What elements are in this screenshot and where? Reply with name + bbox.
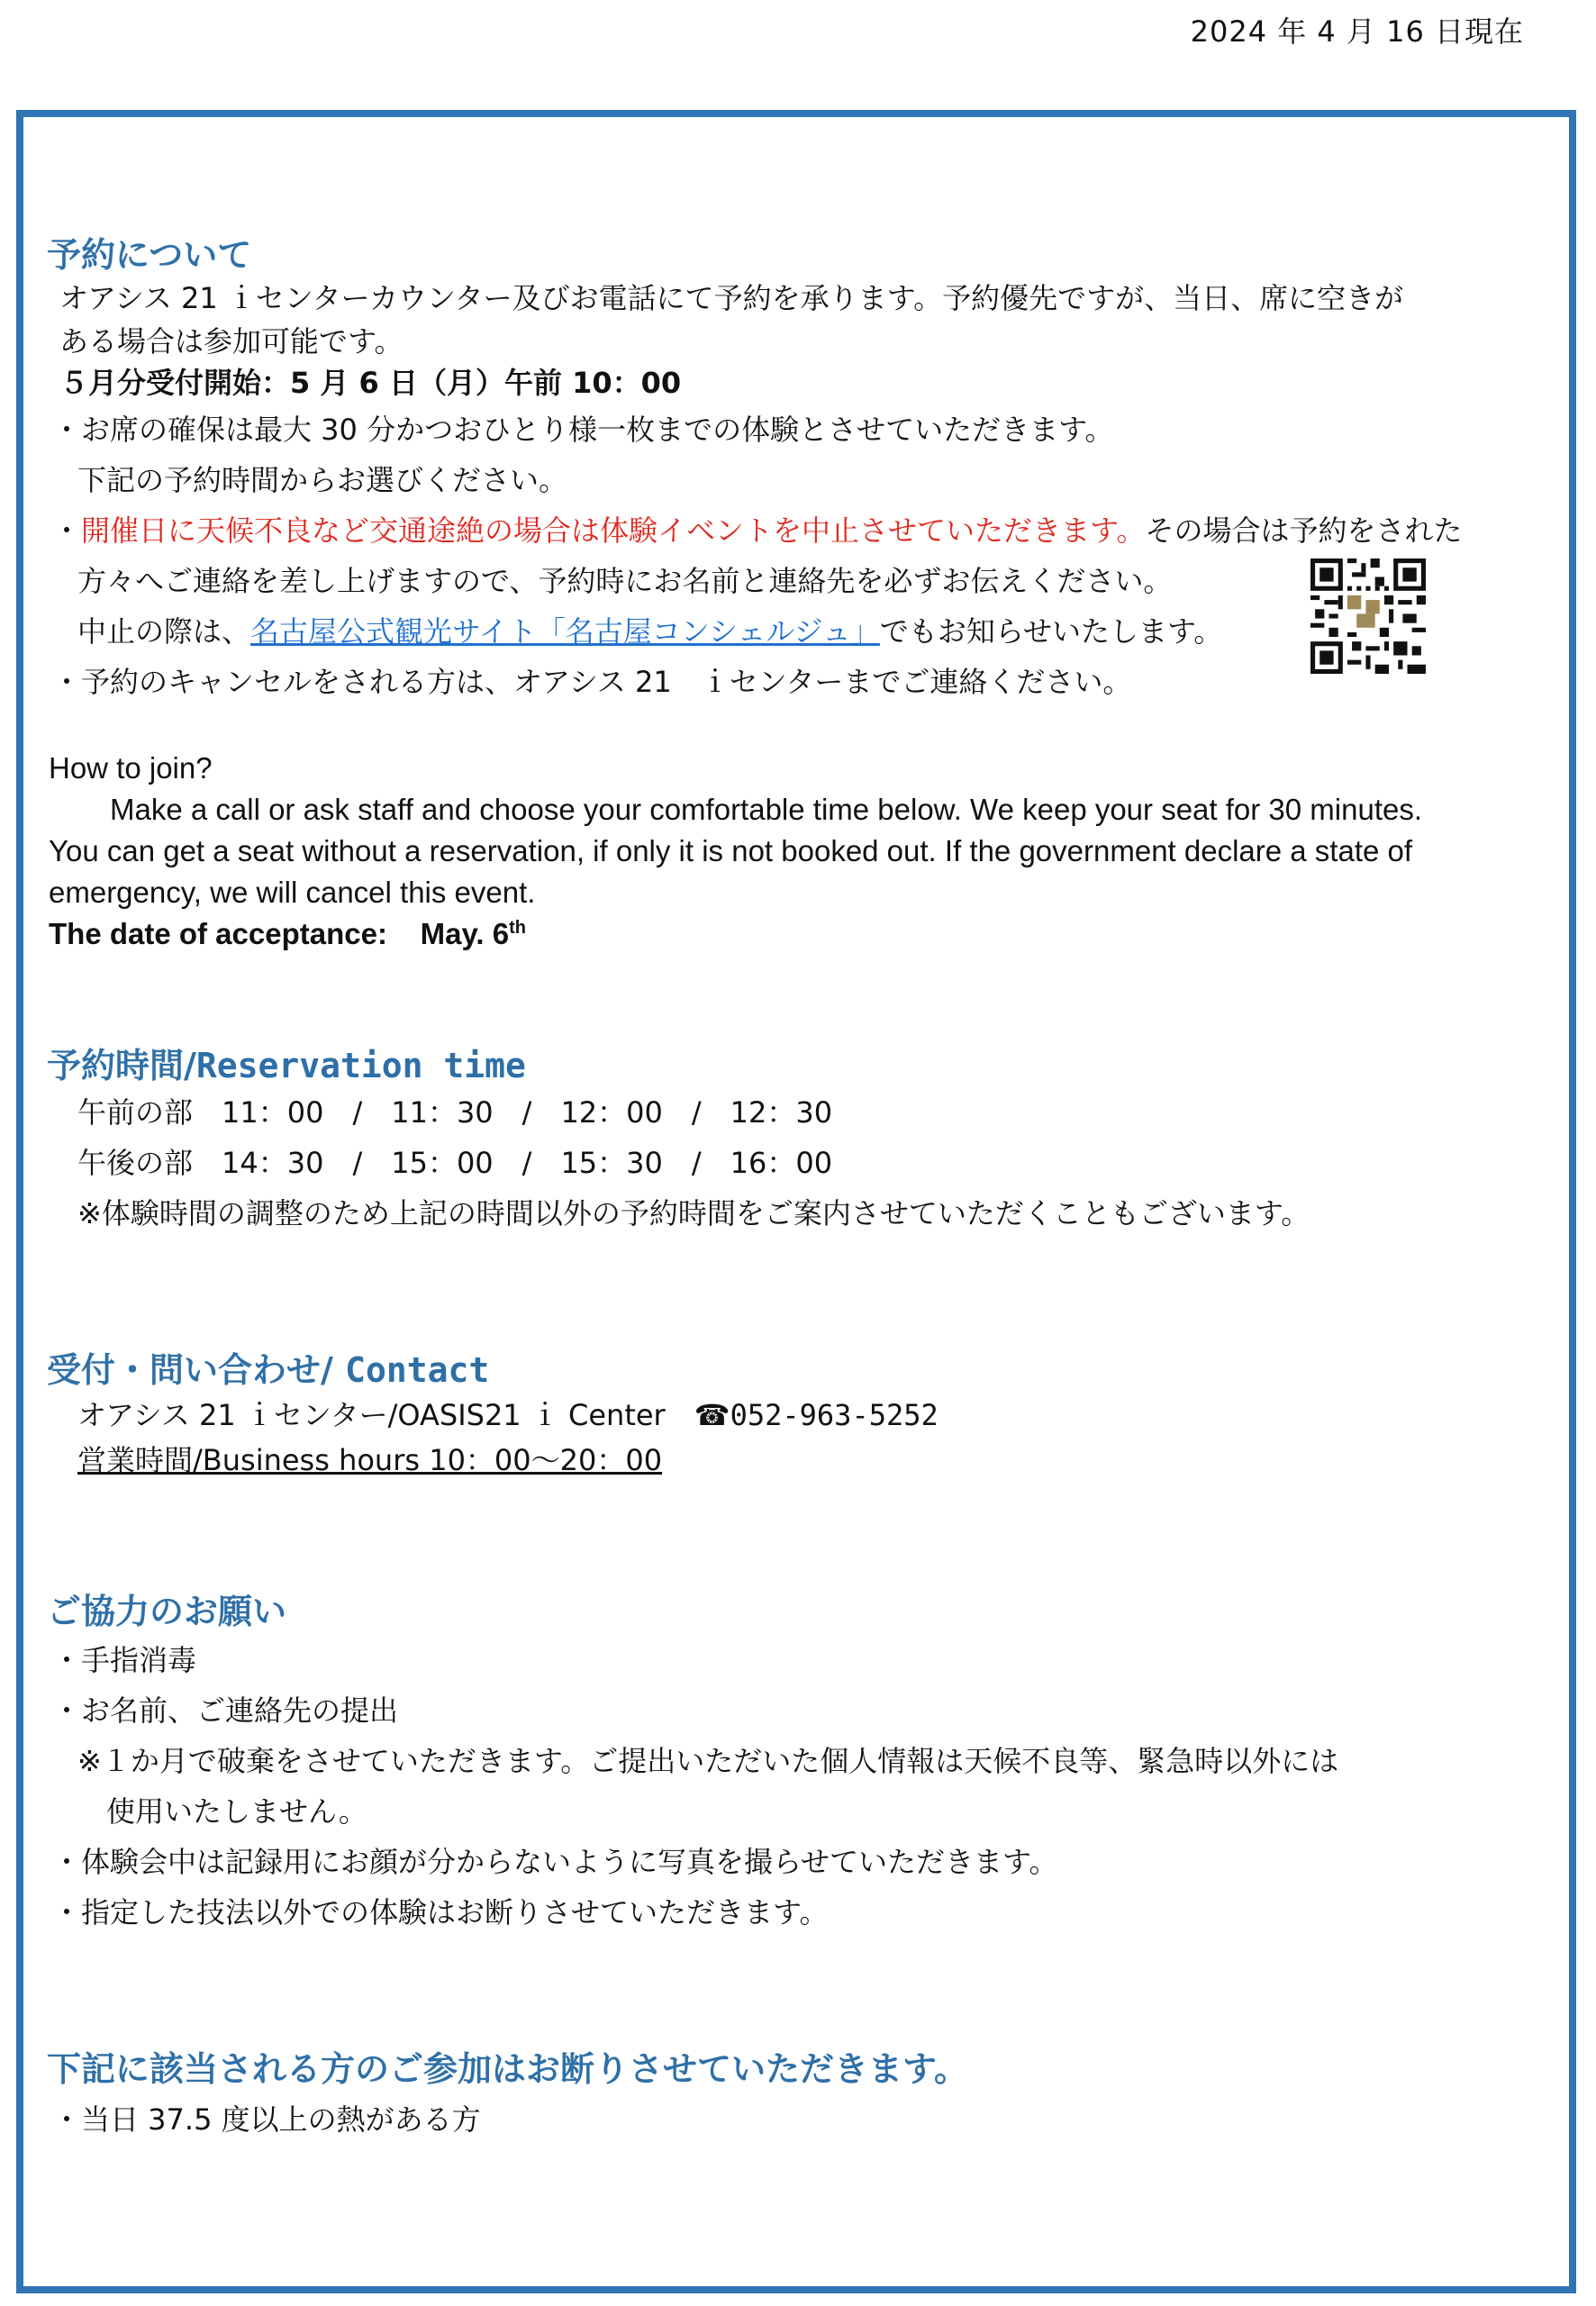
notice-prefix: 中止の際は、 — [77, 614, 251, 649]
english-line2: You can get a seat without a reservation, if only it is not booked out. If the government declare a state of — [49, 834, 1413, 867]
english-line1: Make a call or ask staff and choose your comfortable time below. We keep your seat for 30 minutes. — [110, 793, 1423, 826]
reservation-heading: 予約について — [47, 235, 252, 275]
contact-heading — [47, 1342, 489, 1392]
bullet-seat-limit: ・お席の確保は最大 30 分かつおひとり様一枚までの体験とさせていただきます。 — [52, 413, 1114, 447]
acceptance-date-line — [49, 917, 526, 951]
phone-icon: ☎ — [694, 1398, 730, 1432]
cooperation-item-contact: ・お名前、ご連絡先の提出 — [52, 1693, 399, 1728]
reservation-intro-line2: ある場合は参加可能です。 — [59, 324, 404, 359]
contact-phone[interactable]: 052-963-5252 — [730, 1398, 939, 1432]
qr-code-icon[interactable] — [1310, 558, 1426, 674]
refusal-heading: 下記に該当される方のご参加はお断りさせていただきます。 — [47, 2049, 968, 2089]
cooperation-item-photo: ・体験会中は記録用にお顔が分からないように写真を撮らせていただきます。 — [52, 1845, 1058, 1879]
reservation-time-heading-en: Reservation time — [195, 1046, 526, 1085]
afternoon-slots: 午後の部 14：30 / 15：00 / 15：30 / 16：00 — [77, 1146, 833, 1180]
cooperation-heading: ご協力のお願い — [47, 1592, 287, 1631]
english-line3: emergency, we will cancel this event. — [49, 876, 536, 909]
contact-center-name: オアシス 21 ｉセンター/OASIS21 ｉ Center — [77, 1398, 694, 1432]
bullet-seat-limit-cont: 下記の予約時間からお選びください。 — [77, 463, 568, 497]
contact-heading-jp: 受付・問い合わせ/ — [47, 1350, 346, 1390]
acceptance-start: ５月分受付開始：5 月 6 日（月）午前 10：00 — [59, 366, 682, 400]
bullet-cancellation-weather — [52, 508, 1462, 549]
reservation-time-heading — [47, 1038, 526, 1087]
notice-line — [77, 609, 1222, 650]
acceptance-date-suffix: th — [509, 918, 526, 938]
cooperation-item-sanitize: ・手指消毒 — [52, 1643, 197, 1677]
morning-slots: 午前の部 11：00 / 11：30 / 12：00 / 12：30 — [77, 1095, 833, 1130]
contact-center-line — [77, 1393, 939, 1434]
contact-request-line: 方々へご連絡を差し上げますので、予約時にお名前と連絡先を必ずお伝えください。 — [77, 564, 1173, 598]
business-hours: 営業時間/Business hours 10：00～20：00 — [77, 1443, 663, 1477]
notice-suffix: でもお知らせいたします。 — [879, 614, 1223, 649]
reservation-time-heading-jp: 予約時間/ — [47, 1046, 196, 1085]
acceptance-label: The date of acceptance: — [49, 917, 387, 950]
refusal-item-fever: ・当日 37.5 度以上の熱がある方 — [52, 2102, 481, 2137]
cooperation-item-contact-note2: 使用いたしません。 — [106, 1794, 367, 1829]
reservation-intro-line1: オアシス 21 ｉセンターカウンター及びお電話にて予約を承ります。予約優先ですが、当日、席に空きが — [59, 281, 1404, 315]
bullet-marker: ・ — [52, 513, 82, 548]
cooperation-item-technique: ・指定した技法以外での体験はお断りさせていただきます。 — [52, 1895, 829, 1929]
time-adjust-note: ※体験時間の調整のため上記の時間以外の予約時間をご案内させていただくこともございます。 — [77, 1196, 1310, 1230]
contact-heading-en: Contact — [345, 1350, 490, 1390]
acceptance-date: May. 6 — [420, 917, 510, 950]
bullet-cancel-contact: ・予約のキャンセルをされる方は、オアシス 21 ｉセンターまでご連絡ください。 — [52, 665, 1132, 699]
date-line: 2024 年 4 月 16 日現在 — [1190, 14, 1524, 49]
weather-warning-rest: その場合は予約をされた — [1145, 513, 1463, 548]
nagoya-concierge-link[interactable]: 名古屋公式観光サイト「名古屋コンシェルジュ」 — [250, 614, 880, 649]
cooperation-item-contact-note1: ※１か月で破棄をさせていただきます。ご提出いただいた個人情報は天候不良等、緊急時以外には — [77, 1744, 1339, 1778]
english-title: How to join? — [49, 751, 213, 785]
weather-warning: 開催日に天候不良など交通途絶の場合は体験イベントを中止させていただきます。 — [81, 513, 1146, 548]
